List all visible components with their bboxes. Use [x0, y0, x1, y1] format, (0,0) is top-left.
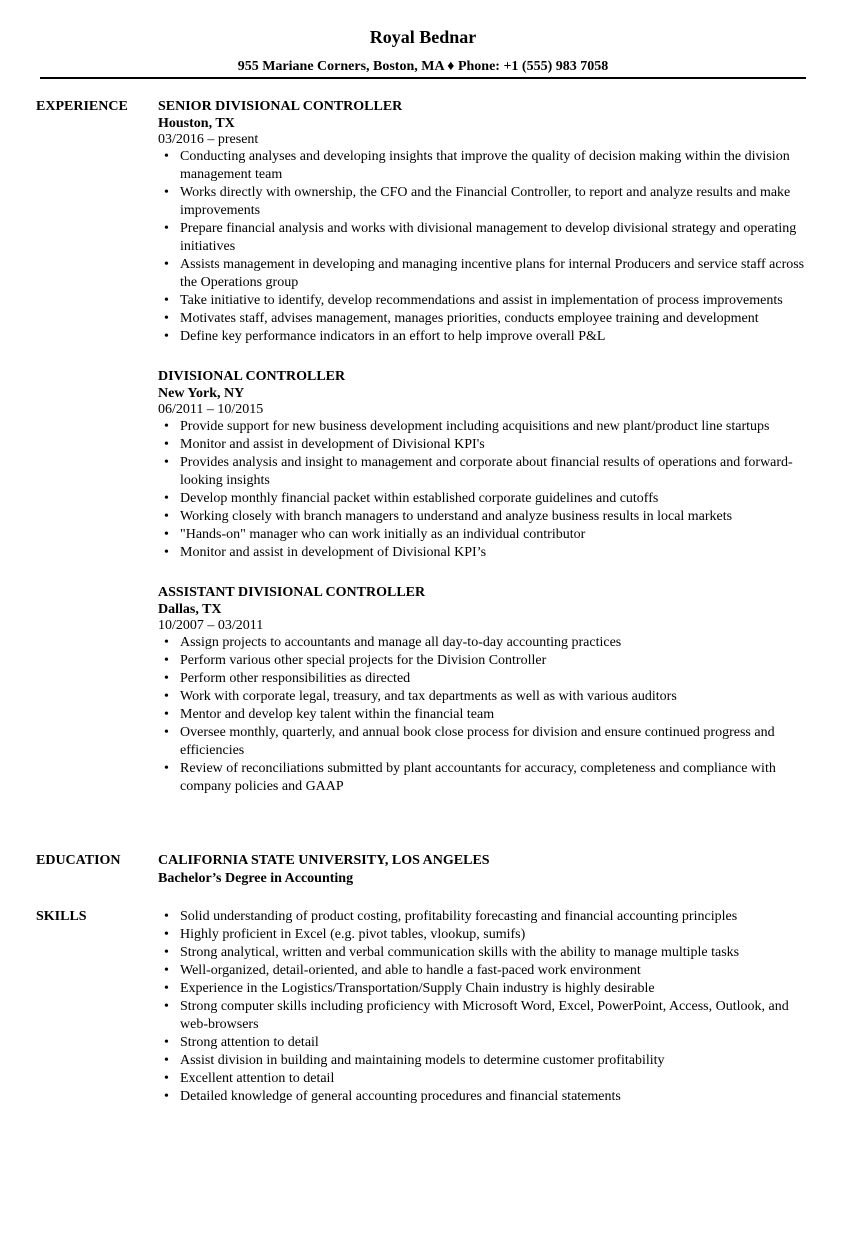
bullet-icon: •	[164, 707, 169, 722]
bullet-text: Conducting analyses and developing insights that improve the quality of decision making within the division management team	[180, 149, 790, 182]
list-item	[158, 508, 814, 526]
skill-text: Detailed knowledge of general accounting procedures and financial statements	[180, 1089, 621, 1104]
section-label-skills: SKILLS	[36, 909, 87, 924]
list-item	[158, 962, 814, 980]
bullet-icon: •	[164, 419, 169, 434]
bullet-icon: •	[164, 761, 169, 776]
list-item	[158, 328, 814, 346]
list-item	[158, 652, 814, 670]
bullet-icon: •	[164, 437, 169, 452]
education-body	[158, 852, 814, 888]
bullet-icon: •	[164, 1053, 169, 1068]
job-bullets	[158, 148, 814, 346]
list-item	[158, 526, 814, 544]
bullet-text: Monitor and assist in development of Divisional KPI’s	[180, 545, 487, 560]
list-item	[158, 220, 814, 256]
bullet-icon: •	[164, 491, 169, 506]
bullet-icon: •	[164, 509, 169, 524]
skill-text: Experience in the Logistics/Transportation/Supply Chain industry is highly desirable	[180, 981, 655, 996]
bullet-text: Works directly with ownership, the CFO and the Financial Controller, to report and analyze results and make improvements	[180, 185, 791, 218]
bullet-icon: •	[164, 653, 169, 668]
job-title: SENIOR DIVISIONAL CONTROLLER	[158, 99, 403, 114]
bullet-icon: •	[164, 545, 169, 560]
job-dates: 06/2011 – 10/2015	[158, 402, 264, 417]
list-item	[158, 490, 814, 508]
bullet-icon: •	[164, 981, 169, 996]
job-title: ASSISTANT DIVISIONAL CONTROLLER	[158, 585, 426, 600]
list-item	[158, 670, 814, 688]
bullet-icon: •	[164, 909, 169, 924]
skill-text: Assist division in building and maintaining models to determine customer profitability	[180, 1053, 665, 1068]
bullet-icon: •	[164, 999, 169, 1014]
bullet-icon: •	[164, 927, 169, 942]
bullet-text: Take initiative to identify, develop recommendations and assist in implementation of process improvements	[180, 293, 783, 308]
education-degree: Bachelor’s Degree in Accounting	[158, 871, 354, 886]
contact-line: 955 Mariane Corners, Boston, MA ♦ Phone: +1 (555) 983 7058	[237, 59, 609, 74]
bullet-icon: •	[164, 689, 169, 704]
list-item	[158, 1088, 814, 1106]
list-item	[158, 998, 814, 1034]
bullet-icon: •	[164, 221, 169, 236]
bullet-text: "Hands-on" manager who can work initially as an individual contributor	[180, 527, 586, 542]
candidate-name: Royal Bednar	[369, 27, 477, 47]
bullet-icon: •	[164, 311, 169, 326]
bullet-text: Mentor and develop key talent within the financial team	[180, 707, 495, 722]
list-item	[158, 1034, 814, 1052]
list-item	[158, 706, 814, 724]
bullet-icon: •	[164, 185, 169, 200]
header-divider	[40, 77, 806, 79]
skill-text: Strong computer skills including proficiency with Microsoft Word, Excel, PowerPoint, Access, Outlook, and web-browsers	[180, 999, 789, 1032]
job-entry	[158, 98, 814, 346]
education-school: CALIFORNIA STATE UNIVERSITY, LOS ANGELES	[158, 853, 490, 868]
bullet-text: Provides analysis and insight to management and corporate about financial results of operations and forward-looking insights	[180, 455, 793, 488]
bullet-icon: •	[164, 725, 169, 740]
resume-header	[0, 25, 846, 76]
job-location: Dallas, TX	[158, 602, 222, 617]
skills-body	[158, 908, 814, 1106]
bullet-text: Perform various other special projects for the Division Controller	[180, 653, 547, 668]
list-item	[158, 1070, 814, 1088]
bullet-text: Working closely with branch managers to understand and analyze business results in local markets	[180, 509, 733, 524]
list-item	[158, 418, 814, 436]
list-item	[158, 148, 814, 184]
bullet-text: Assists management in developing and managing incentive plans for internal Producers and service staff across the Operations group	[180, 257, 805, 290]
skill-text: Excellent attention to detail	[180, 1071, 335, 1086]
job-bullets	[158, 634, 814, 796]
list-item	[158, 436, 814, 454]
bullet-text: Monitor and assist in development of Divisional KPI's	[180, 437, 485, 452]
list-item	[158, 944, 814, 962]
bullet-text: Assign projects to accountants and manage all day-to-day accounting practices	[180, 635, 622, 650]
bullet-text: Prepare financial analysis and works with divisional management to develop divisional strategy and operating initiatives	[180, 221, 797, 254]
bullet-text: Motivates staff, advises management, manages priorities, conducts employee training and development	[180, 311, 759, 326]
list-item	[158, 544, 814, 562]
job-entry	[158, 584, 814, 796]
section-label-education: EDUCATION	[36, 853, 121, 868]
skill-text: Strong analytical, written and verbal communication skills with the ability to manage multiple tasks	[180, 945, 740, 960]
experience-body	[158, 98, 814, 818]
job-location: New York, NY	[158, 386, 245, 401]
job-bullets	[158, 418, 814, 562]
skill-text: Strong attention to detail	[180, 1035, 319, 1050]
bullet-icon: •	[164, 945, 169, 960]
list-item	[158, 634, 814, 652]
skill-text: Well-organized, detail-oriented, and able to handle a fast-paced work environment	[180, 963, 641, 978]
list-item	[158, 980, 814, 998]
job-location: Houston, TX	[158, 116, 235, 131]
bullet-icon: •	[164, 1089, 169, 1104]
list-item	[158, 926, 814, 944]
bullet-text: Define key performance indicators in an effort to help improve overall P&L	[180, 329, 606, 344]
bullet-icon: •	[164, 1035, 169, 1050]
bullet-icon: •	[164, 257, 169, 272]
bullet-text: Provide support for new business development including acquisitions and new plant/product line startups	[180, 419, 770, 434]
job-entry	[158, 368, 814, 562]
bullet-icon: •	[164, 455, 169, 470]
skill-text: Solid understanding of product costing, profitability forecasting and financial accounting principles	[180, 909, 738, 924]
list-item	[158, 292, 814, 310]
skills-list	[158, 908, 814, 1106]
job-title: DIVISIONAL CONTROLLER	[158, 369, 346, 384]
skill-text: Highly proficient in Excel (e.g. pivot tables, vlookup, sumifs)	[180, 927, 526, 942]
bullet-icon: •	[164, 963, 169, 978]
section-label-experience: EXPERIENCE	[36, 99, 128, 114]
bullet-icon: •	[164, 671, 169, 686]
list-item	[158, 688, 814, 706]
list-item	[158, 1052, 814, 1070]
bullet-text: Oversee monthly, quarterly, and annual book close process for division and ensure continued progress and efficiencies	[180, 725, 775, 758]
bullet-icon: •	[164, 149, 169, 164]
job-dates: 03/2016 – present	[158, 132, 259, 147]
list-item	[158, 724, 814, 760]
list-item	[158, 908, 814, 926]
list-item	[158, 184, 814, 220]
list-item	[158, 256, 814, 292]
list-item	[158, 310, 814, 328]
bullet-text: Develop monthly financial packet within established corporate guidelines and cutoffs	[180, 491, 659, 506]
bullet-text: Perform other responsibilities as directed	[180, 671, 411, 686]
list-item	[158, 454, 814, 490]
bullet-icon: •	[164, 293, 169, 308]
bullet-text: Work with corporate legal, treasury, and tax departments as well as with various auditors	[180, 689, 677, 704]
bullet-text: Review of reconciliations submitted by plant accountants for accuracy, completeness and compliance with company policies and GAAP	[180, 761, 776, 794]
bullet-icon: •	[164, 635, 169, 650]
bullet-icon: •	[164, 329, 169, 344]
bullet-icon: •	[164, 1071, 169, 1086]
job-dates: 10/2007 – 03/2011	[158, 618, 264, 633]
bullet-icon: •	[164, 527, 169, 542]
list-item	[158, 760, 814, 796]
